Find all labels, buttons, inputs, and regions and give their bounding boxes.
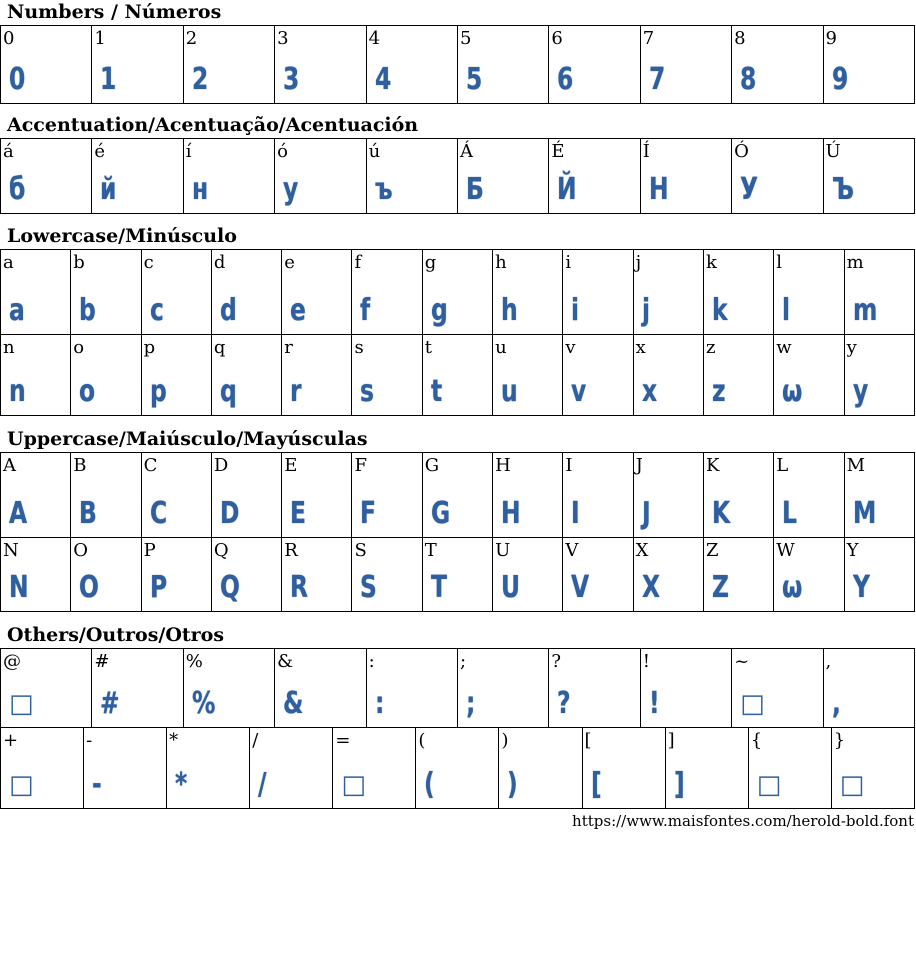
glyph-sample: B — [79, 496, 98, 531]
glyph-sample: ) — [507, 767, 519, 802]
glyph-sample: s — [360, 374, 375, 409]
glyph-cell — [633, 249, 704, 335]
glyph-cell — [415, 727, 499, 809]
glyph-sample: l — [782, 293, 791, 328]
glyph-cell — [351, 452, 422, 538]
glyph-cell — [141, 334, 212, 416]
glyph-label: É — [551, 141, 565, 162]
glyph-sample: M — [852, 496, 876, 531]
glyph-label: E — [284, 455, 298, 476]
glyph-label: { — [750, 730, 763, 751]
glyph-cell — [773, 452, 844, 538]
glyph-cell — [91, 648, 183, 728]
glyph-sample: z — [711, 374, 726, 409]
glyph-cell — [0, 727, 84, 809]
glyph-cell — [211, 452, 282, 538]
glyph-label: } — [833, 730, 846, 751]
glyph-sample: 5 — [465, 62, 483, 97]
glyph-sample: Ъ — [831, 172, 854, 207]
glyph-cell — [183, 25, 275, 104]
glyph-cell — [633, 452, 704, 538]
glyph-sample: 2 — [191, 62, 209, 97]
glyph-label: 5 — [459, 28, 472, 49]
glyph-cell — [91, 25, 183, 104]
glyph-cell — [492, 452, 563, 538]
glyph-label: L — [776, 455, 789, 476]
glyph-row-others-1 — [0, 728, 915, 809]
glyph-cell — [703, 249, 774, 335]
glyph-label: 7 — [642, 28, 655, 49]
section-title-numbers: Numbers / Números — [7, 1, 222, 23]
glyph-sample: 4 — [374, 62, 391, 97]
glyph-sample: c — [149, 293, 164, 328]
glyph-sample: н — [191, 172, 208, 207]
glyph-label: a — [3, 252, 14, 273]
glyph-cell — [823, 648, 915, 728]
glyph-label: ? — [551, 651, 561, 672]
glyph-cell — [492, 334, 563, 416]
glyph-label: Á — [459, 141, 473, 162]
glyph-sample: T — [430, 570, 447, 605]
glyph-label: 1 — [94, 28, 106, 49]
glyph-label: P — [143, 540, 156, 561]
glyph-cell — [274, 648, 366, 728]
glyph-label: C — [143, 455, 158, 476]
glyph-cell — [281, 334, 352, 416]
glyph-sample: I — [571, 496, 581, 531]
glyph-cell — [548, 25, 640, 104]
glyph-label: d — [213, 252, 226, 273]
glyph-label: - — [86, 730, 93, 751]
glyph-label: : — [368, 651, 375, 672]
glyph-cell — [183, 138, 275, 214]
glyph-sample: □ — [839, 770, 865, 800]
glyph-sample: i — [571, 293, 580, 328]
glyph-label: U — [495, 540, 511, 561]
glyph-cell — [562, 537, 633, 612]
glyph-cell — [748, 727, 832, 809]
glyph-label: S — [354, 540, 367, 561]
glyph-label: i — [565, 252, 572, 273]
glyph-label: y — [846, 337, 857, 358]
glyph-sample: H — [501, 496, 521, 531]
glyph-label: Y — [846, 540, 859, 561]
glyph-label: B — [73, 455, 87, 476]
glyph-label: ; — [459, 651, 467, 672]
glyph-label: z — [705, 337, 716, 358]
glyph-sample: E — [290, 496, 307, 531]
glyph-label: ( — [418, 730, 426, 751]
glyph-sample: [ — [590, 767, 602, 802]
glyph-sample: g — [430, 293, 448, 328]
glyph-label: A — [3, 455, 16, 476]
glyph-sample: y — [852, 374, 868, 409]
glyph-label: % — [185, 651, 203, 672]
glyph-label: K — [705, 455, 720, 476]
glyph-sample: & — [283, 686, 304, 721]
glyph-cell — [457, 138, 549, 214]
glyph-cell — [70, 537, 141, 612]
glyph-label: , — [825, 651, 832, 672]
glyph-label: Í — [642, 141, 650, 162]
glyph-sample: , — [831, 686, 841, 721]
glyph-sample: 7 — [648, 62, 666, 97]
glyph-label: Q — [213, 540, 229, 561]
glyph-row-others-0 — [0, 649, 915, 728]
glyph-sample: x — [641, 374, 657, 409]
glyph-cell — [83, 727, 167, 809]
glyph-cell — [831, 727, 915, 809]
glyph-cell — [211, 537, 282, 612]
glyph-sample: й — [100, 172, 117, 207]
glyph-sample: q — [219, 374, 237, 409]
glyph-sample: ω — [782, 374, 803, 409]
glyph-cell — [548, 138, 640, 214]
glyph-sample: ; — [465, 686, 476, 721]
glyph-sample: ] — [673, 767, 685, 802]
glyph-cell — [492, 249, 563, 335]
glyph-sample: p — [149, 374, 167, 409]
glyph-cell — [844, 452, 915, 538]
glyph-cell — [422, 452, 493, 538]
glyph-sample: 6 — [557, 62, 574, 97]
glyph-label: w — [776, 337, 792, 358]
glyph-cell — [332, 727, 416, 809]
glyph-sample: ? — [557, 686, 571, 721]
glyph-label: & — [277, 651, 294, 672]
glyph-label: s — [354, 337, 364, 358]
glyph-sample: Й — [557, 172, 577, 207]
glyph-sample: □ — [9, 689, 34, 719]
glyph-label: v — [565, 337, 576, 358]
glyph-cell — [703, 537, 774, 612]
glyph-sample: Q — [219, 570, 240, 605]
section-title-lowercase: Lowercase/Minúsculo — [7, 225, 237, 247]
glyph-cell — [366, 25, 458, 104]
glyph-sample: C — [149, 496, 167, 531]
glyph-sample: % — [191, 686, 216, 721]
glyph-cell — [457, 25, 549, 104]
glyph-sample: Н — [648, 172, 669, 207]
glyph-cell — [457, 648, 549, 728]
glyph-sample: P — [149, 570, 167, 605]
glyph-sample: * — [175, 767, 188, 802]
glyph-cell — [70, 249, 141, 335]
glyph-cell — [0, 537, 71, 612]
glyph-sample: G — [430, 496, 450, 531]
glyph-cell — [703, 452, 774, 538]
glyph-cell — [773, 249, 844, 335]
glyph-label: Ú — [825, 141, 841, 162]
glyph-cell — [141, 537, 212, 612]
glyph-cell — [844, 537, 915, 612]
glyph-label: * — [169, 730, 179, 751]
glyph-label: 6 — [551, 28, 563, 49]
glyph-label: ] — [667, 730, 675, 751]
glyph-label: f — [354, 252, 362, 273]
glyph-row-accents-0 — [0, 139, 915, 214]
glyph-cell — [844, 249, 915, 335]
glyph-sample: Б — [465, 172, 484, 207]
glyph-label: 8 — [734, 28, 746, 49]
glyph-cell — [562, 249, 633, 335]
glyph-sample: - — [92, 767, 102, 802]
glyph-sample: X — [641, 570, 660, 605]
glyph-label: / — [252, 730, 259, 751]
glyph-label: I — [565, 455, 573, 476]
glyph-row-uppercase-1 — [0, 538, 915, 612]
glyph-sample: h — [501, 293, 518, 328]
glyph-sample: S — [360, 570, 378, 605]
glyph-label: M — [846, 455, 865, 476]
glyph-cell — [281, 452, 352, 538]
glyph-sample: d — [219, 293, 237, 328]
glyph-cell — [211, 334, 282, 416]
glyph-label: 9 — [825, 28, 837, 49]
glyph-sample: Y — [852, 570, 870, 605]
glyph-cell — [422, 537, 493, 612]
glyph-label: F — [354, 455, 367, 476]
glyph-cell — [498, 727, 582, 809]
glyph-sample: V — [571, 570, 590, 605]
section-title-others: Others/Outros/Otros — [7, 624, 225, 646]
glyph-cell — [70, 452, 141, 538]
glyph-cell — [422, 249, 493, 335]
glyph-cell — [640, 648, 732, 728]
glyph-label: ~ — [734, 651, 750, 672]
glyph-label: ú — [368, 141, 381, 162]
glyph-label: e — [284, 252, 295, 273]
glyph-cell — [0, 249, 71, 335]
glyph-label: X — [635, 540, 649, 561]
glyph-label: J — [635, 455, 643, 476]
glyph-sample: J — [641, 496, 651, 531]
glyph-sample: □ — [341, 770, 366, 800]
glyph-sample: У — [740, 172, 759, 207]
glyph-sample: f — [360, 293, 371, 328]
glyph-label: q — [213, 337, 226, 358]
glyph-label: T — [424, 540, 437, 561]
glyph-cell — [640, 25, 732, 104]
glyph-label: O — [73, 540, 89, 561]
glyph-label: W — [776, 540, 795, 561]
glyph-row-lowercase-0 — [0, 250, 915, 335]
glyph-label: Z — [705, 540, 719, 561]
glyph-label: í — [185, 141, 192, 162]
glyph-cell — [665, 727, 749, 809]
glyph-cell — [640, 138, 732, 214]
glyph-label: ! — [642, 651, 650, 672]
glyph-cell — [548, 648, 640, 728]
glyph-sample: v — [571, 374, 587, 409]
glyph-sample: □ — [756, 770, 782, 800]
glyph-label: H — [495, 455, 511, 476]
glyph-label: g — [424, 252, 437, 273]
glyph-row-lowercase-1 — [0, 335, 915, 416]
glyph-label: 3 — [277, 28, 289, 49]
glyph-sample: m — [852, 293, 877, 328]
glyph-sample: ω — [782, 570, 803, 605]
glyph-sample: R — [290, 570, 309, 605]
glyph-cell — [281, 537, 352, 612]
glyph-label: x — [635, 337, 646, 358]
glyph-sample: 9 — [831, 62, 848, 97]
glyph-sample: U — [501, 570, 521, 605]
glyph-label: 0 — [3, 28, 15, 49]
glyph-label: l — [776, 252, 783, 273]
glyph-sample: N — [9, 570, 29, 605]
glyph-sample: b — [79, 293, 97, 328]
glyph-cell — [0, 452, 71, 538]
glyph-cell — [731, 138, 823, 214]
glyph-sample: 0 — [9, 62, 26, 97]
glyph-label: á — [3, 141, 14, 162]
glyph-sample: Z — [711, 570, 729, 605]
glyph-sample: K — [711, 496, 731, 531]
glyph-sample: a — [9, 293, 25, 328]
glyph-label: Ó — [734, 141, 749, 162]
glyph-cell — [823, 25, 915, 104]
glyph-cell — [366, 648, 458, 728]
glyph-sample: 3 — [283, 62, 300, 97]
glyph-cell — [183, 648, 275, 728]
glyph-cell — [0, 138, 92, 214]
glyph-sample: 1 — [100, 62, 117, 97]
glyph-cell — [274, 25, 366, 104]
glyph-cell — [773, 334, 844, 416]
glyph-cell — [366, 138, 458, 214]
glyph-cell — [211, 249, 282, 335]
glyph-label: [ — [584, 730, 592, 751]
glyph-cell — [70, 334, 141, 416]
glyph-label: R — [284, 540, 298, 561]
glyph-cell — [91, 138, 183, 214]
glyph-cell — [844, 334, 915, 416]
glyph-cell — [773, 537, 844, 612]
glyph-sample: ъ — [374, 172, 393, 207]
glyph-label: n — [3, 337, 15, 358]
glyph-cell — [731, 25, 823, 104]
glyph-sample: : — [374, 686, 384, 721]
glyph-sample: k — [711, 293, 728, 328]
glyph-sample: / — [258, 767, 267, 802]
glyph-sample: o — [79, 374, 96, 409]
glyph-label: t — [424, 337, 433, 358]
glyph-label: @ — [3, 651, 21, 672]
glyph-sample: r — [290, 374, 302, 409]
glyph-label: N — [3, 540, 19, 561]
section-title-uppercase: Uppercase/Maiúsculo/Mayúsculas — [7, 428, 368, 450]
glyph-cell — [0, 334, 71, 416]
glyph-label: u — [495, 337, 507, 358]
glyph-label: h — [495, 252, 507, 273]
glyph-cell — [141, 452, 212, 538]
glyph-label: + — [3, 730, 19, 751]
glyph-label: j — [635, 252, 642, 273]
glyph-cell — [562, 452, 633, 538]
glyph-cell — [0, 648, 92, 728]
glyph-sample: б — [9, 172, 26, 207]
glyph-sample: L — [782, 496, 798, 531]
glyph-cell — [274, 138, 366, 214]
glyph-cell — [562, 334, 633, 416]
glyph-cell — [351, 537, 422, 612]
glyph-cell — [166, 727, 250, 809]
source-url[interactable]: https://www.maisfontes.com/herold-bold.font — [572, 812, 914, 830]
glyph-sample: □ — [9, 770, 34, 800]
glyph-sample: O — [79, 570, 100, 605]
glyph-sample: ( — [424, 767, 436, 802]
glyph-sample: F — [360, 496, 377, 531]
glyph-label: p — [143, 337, 156, 358]
glyph-sample: t — [430, 374, 442, 409]
glyph-row-uppercase-0 — [0, 453, 915, 538]
glyph-cell — [249, 727, 333, 809]
glyph-cell — [351, 249, 422, 335]
glyph-cell — [703, 334, 774, 416]
glyph-label: é — [94, 141, 106, 162]
glyph-label: V — [565, 540, 579, 561]
glyph-cell — [633, 537, 704, 612]
glyph-cell — [422, 334, 493, 416]
glyph-label: = — [335, 730, 351, 751]
glyph-sample: e — [290, 293, 307, 328]
glyph-cell — [582, 727, 666, 809]
glyph-sample: у — [283, 172, 299, 207]
glyph-sample: n — [9, 374, 26, 409]
glyph-sample: D — [219, 496, 240, 531]
section-title-accents: Accentuation/Acentuação/Acentuación — [7, 114, 419, 136]
glyph-sample: □ — [740, 689, 765, 719]
glyph-label: b — [73, 252, 85, 273]
glyph-cell — [141, 249, 212, 335]
glyph-label: D — [213, 455, 229, 476]
glyph-cell — [351, 334, 422, 416]
glyph-label: G — [424, 455, 440, 476]
glyph-sample: A — [9, 496, 28, 531]
glyph-cell — [731, 648, 823, 728]
glyph-sample: u — [501, 374, 518, 409]
glyph-sample: j — [641, 293, 650, 328]
glyph-label: ó — [277, 141, 289, 162]
glyph-cell — [633, 334, 704, 416]
glyph-label: o — [73, 337, 85, 358]
glyph-cell — [0, 25, 92, 104]
glyph-label: ) — [501, 730, 509, 751]
glyph-sample: ! — [648, 686, 660, 721]
glyph-cell — [281, 249, 352, 335]
glyph-label: # — [94, 651, 110, 672]
glyph-row-numbers-0 — [0, 26, 915, 104]
glyph-sample: 8 — [740, 62, 757, 97]
glyph-cell — [492, 537, 563, 612]
glyph-sample: # — [100, 686, 121, 721]
glyph-label: 4 — [368, 28, 381, 49]
glyph-label: k — [705, 252, 717, 273]
glyph-label: c — [143, 252, 154, 273]
glyph-label: 2 — [185, 28, 198, 49]
glyph-label: r — [284, 337, 293, 358]
glyph-cell — [823, 138, 915, 214]
glyph-label: m — [846, 252, 864, 273]
